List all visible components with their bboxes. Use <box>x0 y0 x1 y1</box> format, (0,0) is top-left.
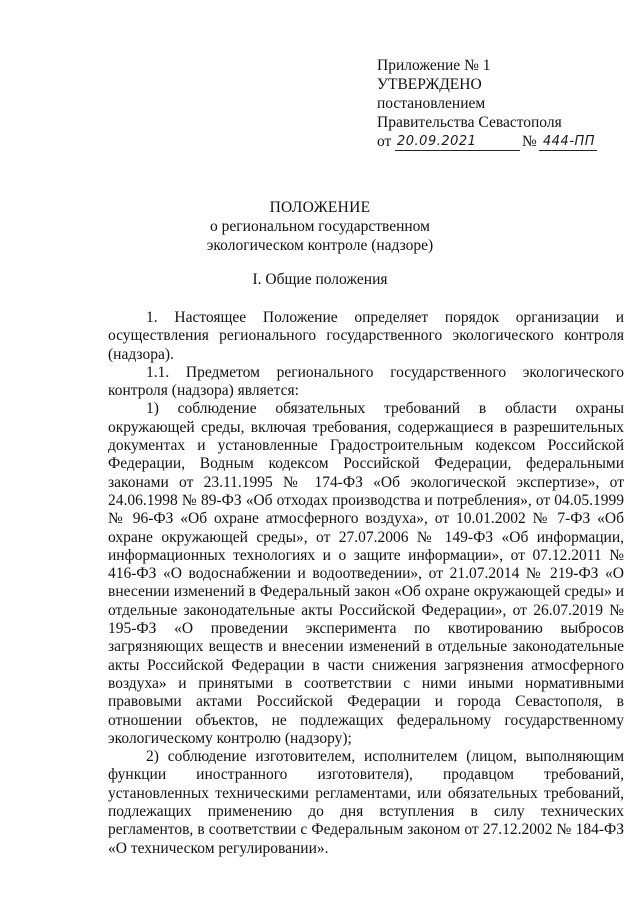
document-body <box>108 309 624 858</box>
appendix-label: Приложение № 1 <box>377 57 491 74</box>
paragraph-item-1: 1) соблюдение обязательных требований в области охраны окружающей среды, включая требования, содержащиеся в разрешительных документах и установленные Градостроительным кодексом Российской Федерации, Водным кодексом Российской Федерации, федеральными законами от 23.11.1995 № 174-ФЗ «Об экологической экспертизе», от 24.06.1998 № 89-ФЗ «Об отходах производства и потребления», от 04.05.1999 № 96-ФЗ «Об охране атмосферного воздуха», от 10.01.2002 № 7-ФЗ «Об охране окружающей среды», от 27.07.2006 № 149-ФЗ «Об информации, информационных технологиях и о защите информации», от 07.12.2011 № 416-ФЗ «О водоснабжении и водоотведении», от 21.07.2014 № 219-ФЗ «О внесении изменений в Федеральный закон «Об охране окружающей среды» и отдельные законодательные акты Российской Федерации», от 26.07.2019 № 195-ФЗ «О проведении эксперимента по квотированию выбросов загрязняющих веществ и внесении изменений в отдельные законодательные акты Российской Федерации в части снижения загрязнения атмосферного воздуха» и принятыми в соответствии с ними иными нормативными правовыми актами Российской Федерации и города Севастополя, в отношении объектов, не подлежащих федеральному государственному экологическому контролю (надзору); <box>108 400 624 747</box>
approval-block <box>377 56 617 151</box>
date-prefix: от <box>377 133 392 150</box>
document-title: ПОЛОЖЕНИЕ <box>269 199 371 216</box>
decree-number-handwritten: 444-ПП <box>543 134 596 149</box>
paragraph-1-1: 1.1. Предметом регионального государственного экологического контроля (надзора) является: <box>108 363 624 400</box>
paragraph-1: 1. Настоящее Положение определяет порядок организации и осуществления регионального государственного экологического контроля (надзора). <box>108 309 624 363</box>
decree-label: постановлением <box>377 95 486 112</box>
decree-number-field <box>539 132 597 151</box>
document-title-block <box>0 198 640 255</box>
paragraph-item-2: 2) соблюдение изготовителем, исполнителем (лицом, выполняющим функции иностранного изготовителя), продавцом требований, установленных техническими регламентами, или обязательных требований, подлежащих применению до дня вступления в силу технических регламентов, в соответствии с Федеральным законом от 27.12.2002 № 184-ФЗ «О техническом регулировании». <box>108 748 624 857</box>
decree-date-number-row <box>377 132 617 151</box>
government-label: Правительства Севастополя <box>377 114 562 131</box>
decree-date-handwritten: 20.09.2021 <box>397 134 477 149</box>
document-subtitle-line-2: экологическом контроле (надзоре) <box>206 237 434 254</box>
decree-date-field <box>395 132 520 151</box>
number-prefix: № <box>522 133 537 150</box>
section-heading: I. Общие положения <box>252 271 388 288</box>
approved-stamp-text: УТВЕРЖДЕНО <box>377 76 482 93</box>
document-subtitle-line-1: о региональном государственном <box>210 218 430 235</box>
